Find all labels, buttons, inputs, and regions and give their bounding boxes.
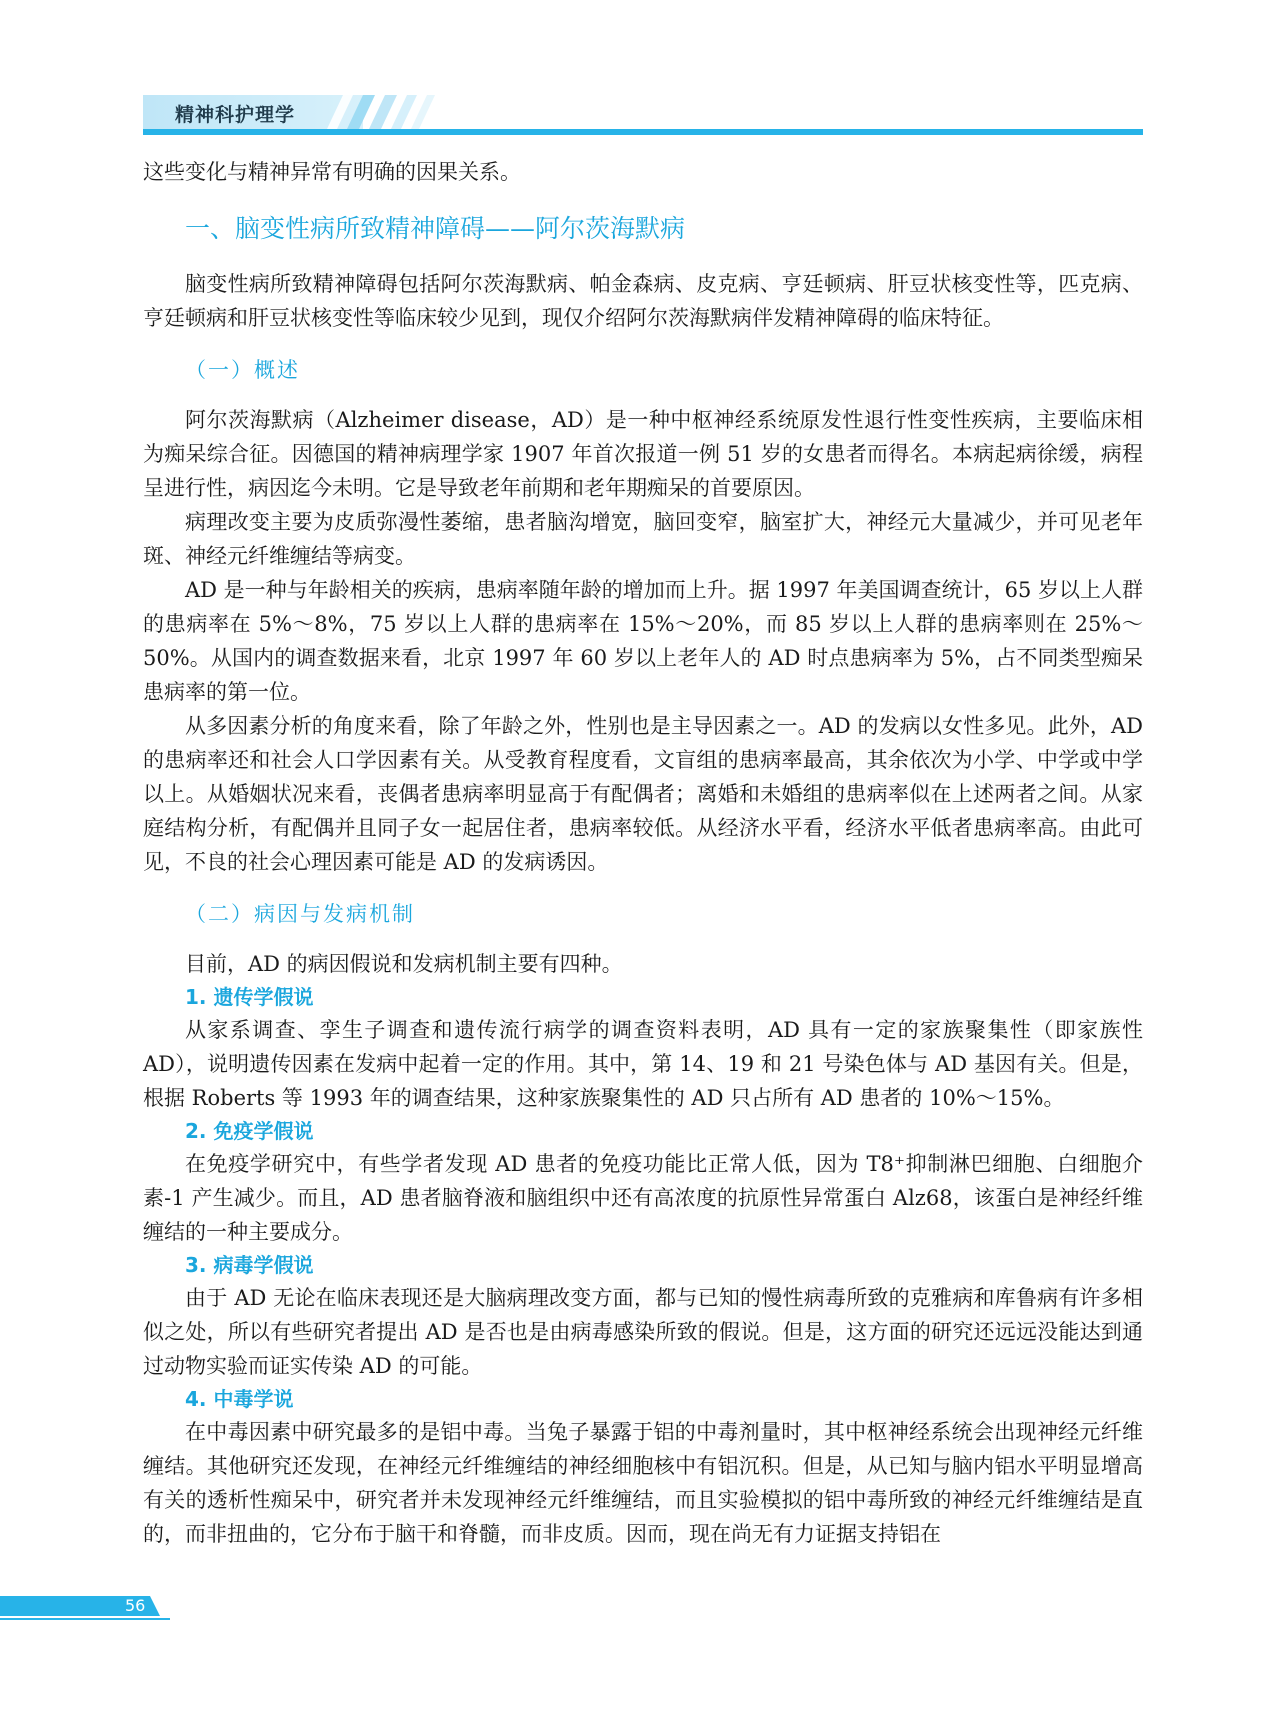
page-number: 56 [125,1596,146,1615]
subsection-heading-overview: （一）概述 [185,358,300,382]
paragraph: 目前，AD 的病因假说和发病机制主要有四种。 [185,952,623,976]
footer-rule [0,1618,170,1620]
item-heading-genetic: 1. 遗传学假说 [185,985,314,1009]
paragraph: 阿尔茨海默病（Alzheimer disease，AD）是一种中枢神经系统原发性退行性变性疾病，主要临床相为痴呆综合征。因德国的精神病理学家 1907 年首次报道一例 51 岁的女患者而得名。本病起病徐缓，病程呈进行性，病因迄今未明。它是导致老年前期和老年期痴呆的首要原因。 [143,408,1143,500]
paragraph: 在免疫学研究中，有些学者发现 AD 患者的免疫功能比正常人低，因为 T8⁺抑制淋巴细胞、白细胞介素-1 产生减少。而且，AD 患者脑脊液和脑组织中还有高浓度的抗原性异常蛋白 Alz68，该蛋白是神经纤维缠结的一种主要成分。 [143,1152,1143,1244]
subsection-heading-etiology: （二）病因与发病机制 [185,902,415,926]
paragraph: 由于 AD 无论在临床表现还是大脑病理改变方面，都与已知的慢性病毒所致的克雅病和库鲁病有许多相似之处，所以有些研究者提出 AD 是否也是由病毒感染所致的假说。但是，这方面的研究还远远没能达到通过动物实验而证实传染 AD 的可能。 [143,1286,1143,1378]
book-title: 精神科护理学 [175,104,296,126]
paragraph: 从家系调查、孪生子调查和遗传流行病学的调查资料表明，AD 具有一定的家族聚集性（即家族性 AD），说明遗传因素在发病中起着一定的作用。其中，第 14、19 和 21 号染色体与 AD 基因有关。但是，根据 Roberts 等 1993 年的调查结果，这种家族聚集性的 AD 只占所有 AD 患者的 10%～15%。 [143,1018,1143,1110]
paragraph: AD 是一种与年龄相关的疾病，患病率随年龄的增加而上升。据 1997 年美国调查统计，65 岁以上人群的患病率在 5%～8%，75 岁以上人群的患病率在 15%～20%，而 85 岁以上人群的患病率则在 25%～50%。从国内的调查数据来看，北京 1997 年 60 岁以上老年人的 AD 时点患病率为 5%，占不同类型痴呆患病率的第一位。 [143,578,1143,704]
running-header [143,95,1143,135]
page-body [143,155,1143,1551]
item-heading-immunology: 2. 免疫学假说 [185,1119,314,1143]
header-rule [143,129,1143,135]
paragraph: 在中毒因素中研究最多的是铝中毒。当兔子暴露于铝的中毒剂量时，其中枢神经系统会出现神经元纤维缠结。其他研究还发现，在神经元纤维缠结的神经细胞核中有铝沉积。但是，从已知与脑内铝水平明显增高有关的透析性痴呆中，研究者并未发现神经元纤维缠结，而且实验模拟的铝中毒所致的神经元纤维缠结是直的，而非扭曲的，它分布于脑干和脊髓，而非皮质。因而，现在尚无有力证据支持铝在 [143,1420,1143,1546]
paragraph: 从多因素分析的角度来看，除了年龄之外，性别也是主导因素之一。AD 的发病以女性多见。此外，AD 的患病率还和社会人口学因素有关。从受教育程度看，文盲组的患病率最高，其余依次为小学、中学或中学以上。从婚姻状况来看，丧偶者患病率明显高于有配偶者；离婚和未婚组的患病率似在上述两者之间。从家庭结构分析，有配偶并且同子女一起居住者，患病率较低。从经济水平看，经济水平低者患病率高。由此可见，不良的社会心理因素可能是 AD 的发病诱因。 [143,714,1143,874]
page-footer [0,1596,170,1620]
paragraph: 病理改变主要为皮质弥漫性萎缩，患者脑沟增宽，脑回变窄，脑室扩大，神经元大量减少，并可见老年斑、神经元纤维缠结等病变。 [143,510,1143,568]
item-heading-toxicology: 4. 中毒学说 [185,1387,294,1411]
header-stripes-decoration [313,95,443,129]
section-heading: 一、脑变性病所致精神障碍——阿尔茨海默病 [185,214,686,243]
paragraph: 这些变化与精神异常有明确的因果关系。 [143,160,521,184]
item-heading-virology: 3. 病毒学假说 [185,1253,314,1277]
paragraph: 脑变性病所致精神障碍包括阿尔茨海默病、帕金森病、皮克病、亨廷顿病、肝豆状核变性等，匹克病、亨廷顿病和肝豆状核变性等临床较少见到，现仅介绍阿尔茨海默病伴发精神障碍的临床特征。 [143,272,1143,330]
